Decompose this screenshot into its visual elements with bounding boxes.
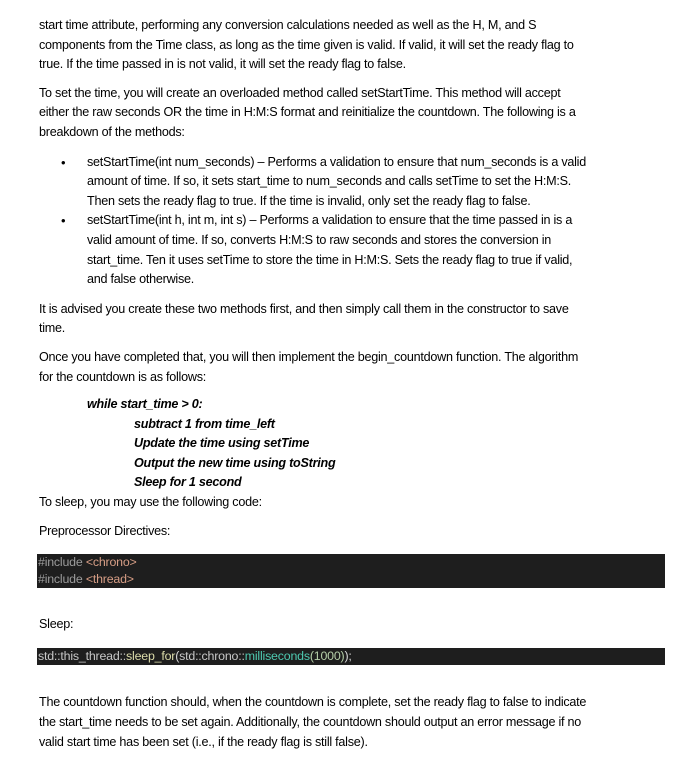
code-namespace: std::chrono:: [179,648,245,663]
text-line: The countdown function should, when the countdown is complete, set the ready flag to false to indicate [39,694,587,709]
text-line: setStartTime(int h, int m, int s) – Performs a validation to ensure that the time passed in is a [87,213,573,228]
algorithm-loop: while start_time > 0: [87,397,203,412]
text-line: time. [39,321,66,336]
text-line: components from the Time class, as long as the time given is valid. If valid, it will set the ready flag to [39,37,574,52]
paragraph-preprocessor-heading: Preprocessor Directives: [39,523,171,538]
text-line: Once you have completed that, you will then implement the begin_countdown function. The algorithm [39,349,579,364]
code-block-sleep [37,648,665,665]
text-line: and false otherwise. [87,272,195,287]
code-namespace: std::this_thread:: [38,648,127,663]
algorithm-step: Sleep for 1 second [134,475,242,490]
list-item [39,153,667,212]
code-function: sleep_for [126,648,176,663]
code-line [38,571,665,588]
document-body [39,16,667,752]
paragraph-advice [39,300,667,339]
text-line: amount of time. If so, it sets start_time to num_seconds and calls setTime to set the H:M:S. [87,174,571,189]
code-type: milliseconds [244,648,310,663]
text-line: Then sets the ready flag to true. If the time is invalid, only set the ready flag to false. [87,193,531,208]
text-line: breakdown of the methods: [39,124,185,139]
include-header: <chrono> [85,555,137,570]
text-line: To set the time, you will create an overloaded method called setStartTime. This method will accept [39,85,561,100]
paragraph-countdown-intro [39,348,667,387]
text-line: It is advised you create these two methods first, and then simply call them in the constructor to save [39,301,569,316]
text-line: either the raw seconds OR the time in H:M:S format and reinitialize the countdown. The following is a [39,105,576,120]
text-line: valid amount of time. If so, converts H:M:S to raw seconds and stores the conversion in [87,232,552,247]
text-line: the start_time needs to be set again. Additionally, the countdown should output an error message if no [39,714,582,729]
include-directive: #include [38,572,83,587]
text-line: start_time. Ten it uses setTime to store the time in H:M:S. Sets the ready flag to true if valid, [87,252,573,267]
code-line [38,648,665,665]
text-line: start time attribute, performing any conversion calculations needed as well as the H, M, and S [39,18,537,32]
code-punct: ); [344,648,352,663]
include-directive: #include [38,555,83,570]
paragraph-validation [39,16,667,75]
text-line: true. If the time passed in is not valid, it will set the ready flag to false. [39,57,406,72]
paragraph-sleep-intro: To sleep, you may use the following code: [39,495,262,510]
list-item [39,211,667,289]
paragraph-countdown-complete [39,692,667,752]
code-argument: (1000) [309,648,345,663]
text-line: valid start time has been set (i.e., if the ready flag is still false). [39,734,368,749]
paragraph-sleep-heading: Sleep: [39,617,74,632]
algorithm-step: Output the new time using toString [134,455,336,470]
code-punct: ( [175,648,180,663]
text-line: setStartTime(int num_seconds) – Performs a validation to ensure that num_seconds is a valid [87,154,586,169]
algorithm-block [39,395,667,493]
include-header: <thread> [85,572,134,587]
methods-list [39,153,667,290]
bullet-icon: • [61,213,66,229]
text-line: for the countdown is as follows: [39,369,207,384]
algorithm-step: subtract 1 from time_left [134,416,275,431]
paragraph-set-start-time [39,84,667,143]
bullet-icon: • [61,154,66,170]
code-block-includes [37,554,665,588]
algorithm-step: Update the time using setTime [134,436,310,451]
code-line [38,554,665,571]
